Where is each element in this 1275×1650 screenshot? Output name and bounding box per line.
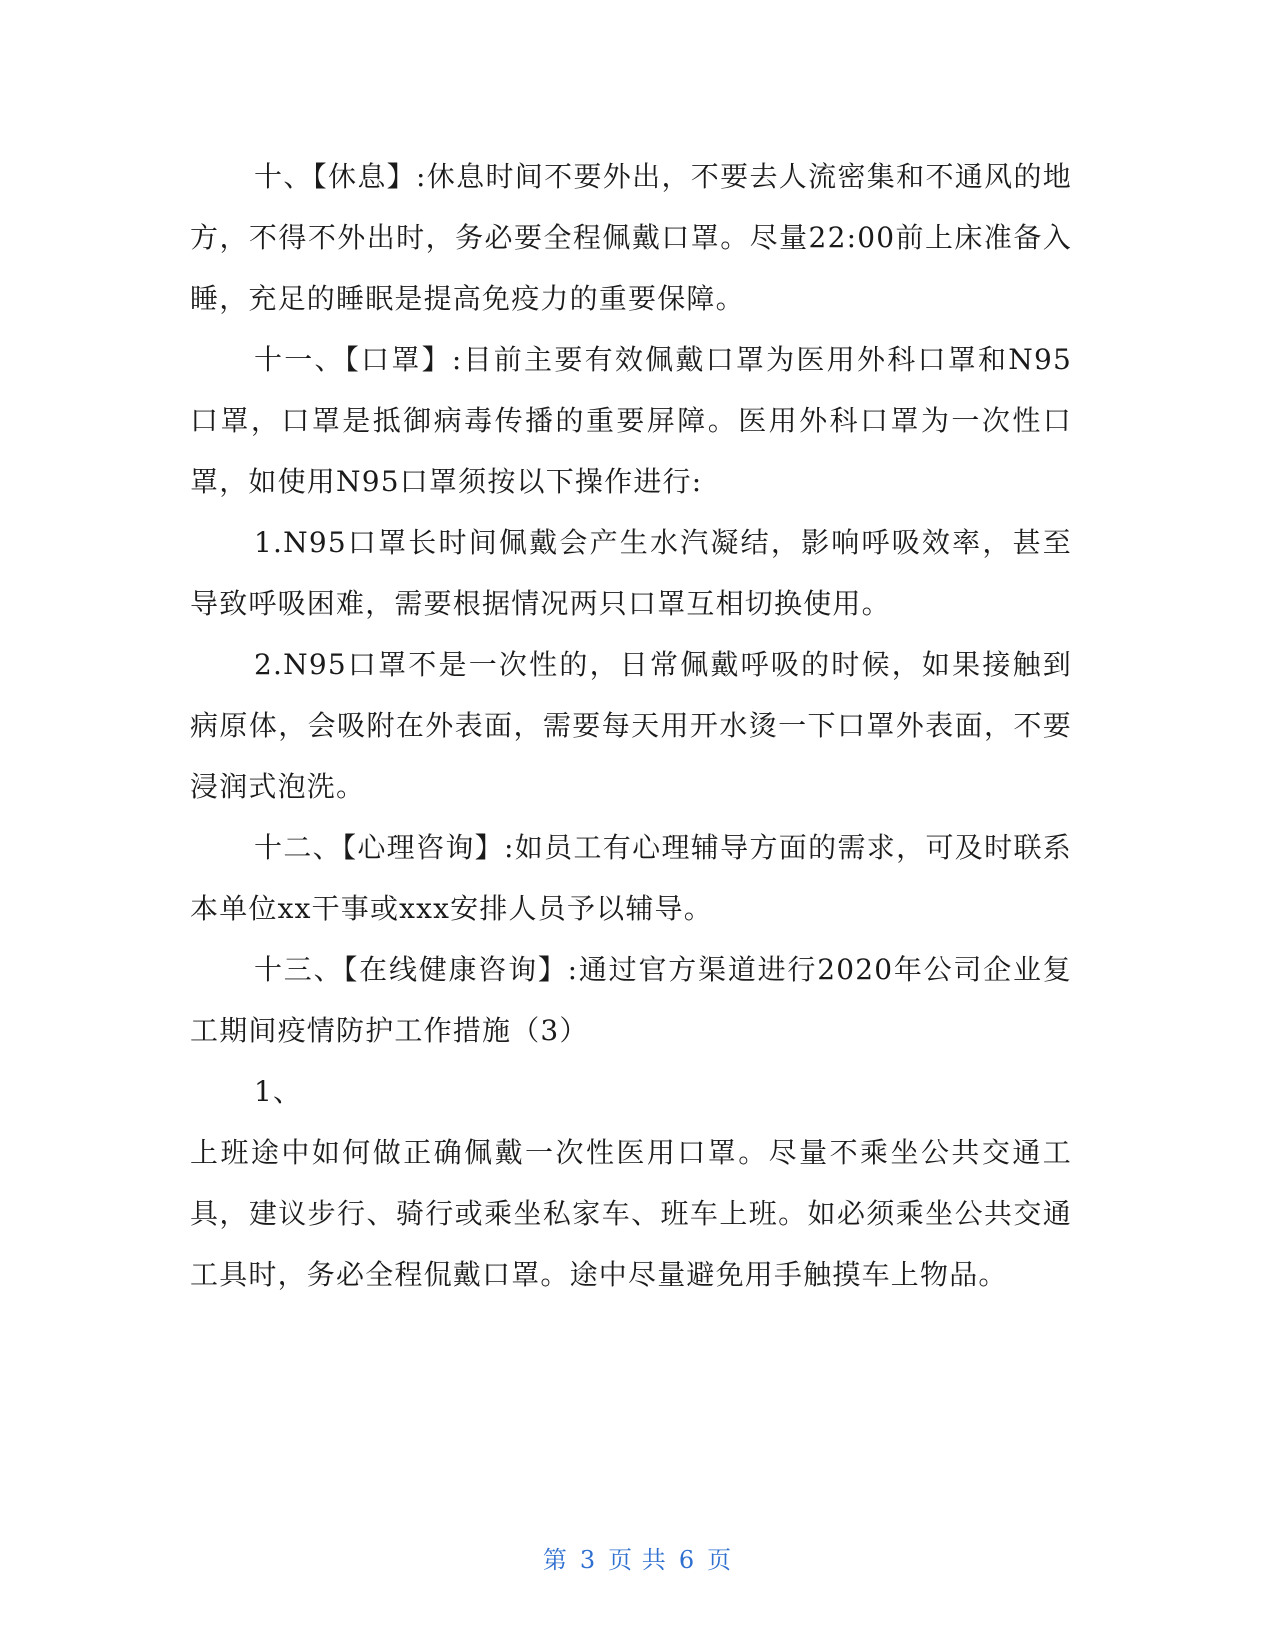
paragraph-online-consult: 十三、【在线健康咨询】:通过官方渠道进行2020年公司企业复工期间疫情防护工作措施（3） <box>190 953 1072 1047</box>
footer-prefix: 第 <box>542 1546 568 1574</box>
page-footer <box>0 1540 1275 1575</box>
paragraph-mask: 十一、【口罩】:目前主要有效佩戴口罩为医用外科口罩和N95口罩，口罩是抵御病毒传播的重要屏障。医用外科口罩为一次性口罩，如使用N95口罩须按以下操作进行: <box>190 343 1072 498</box>
paragraph-commute: 上班途中如何做正确佩戴一次性医用口罩。尽量不乘坐公共交通工具，建议步行、骑行或乘坐私家车、班车上班。如必须乘坐公共交通工具时，务必全程侃戴口罩。途中尽量避免用手触摸车上物品。 <box>190 1136 1072 1291</box>
paragraph-item-number: 1、 <box>254 1075 303 1108</box>
footer-current-page: 3 <box>579 1546 597 1574</box>
paragraph-counseling: 十二、【心理咨询】:如员工有心理辅导方面的需求，可及时联系本单位xx干事或xxx安排人员予以辅导。 <box>190 831 1072 925</box>
footer-total-pages: 6 <box>678 1546 696 1574</box>
footer-suffix: 页 <box>707 1546 733 1574</box>
paragraph-rest: 十、【休息】:休息时间不要外出，不要去人流密集和不通风的地方，不得不外出时，务必要全程佩戴口罩。尽量22:00前上床准备入睡，充足的睡眠是提高免疫力的重要保障。 <box>190 160 1072 315</box>
document-body <box>190 146 1072 1305</box>
paragraph-n95-item-2: 2.N95口罩不是一次性的，日常佩戴呼吸的时候，如果接触到病原体，会吸附在外表面，需要每天用开水烫一下口罩外表面，不要浸润式泡洗。 <box>190 648 1072 803</box>
footer-mid: 页 共 <box>608 1546 667 1574</box>
paragraph-n95-item-1: 1.N95口罩长时间佩戴会产生水汽凝结，影响呼吸效率，甚至导致呼吸困难，需要根据情况两只口罩互相切换使用。 <box>190 526 1072 620</box>
